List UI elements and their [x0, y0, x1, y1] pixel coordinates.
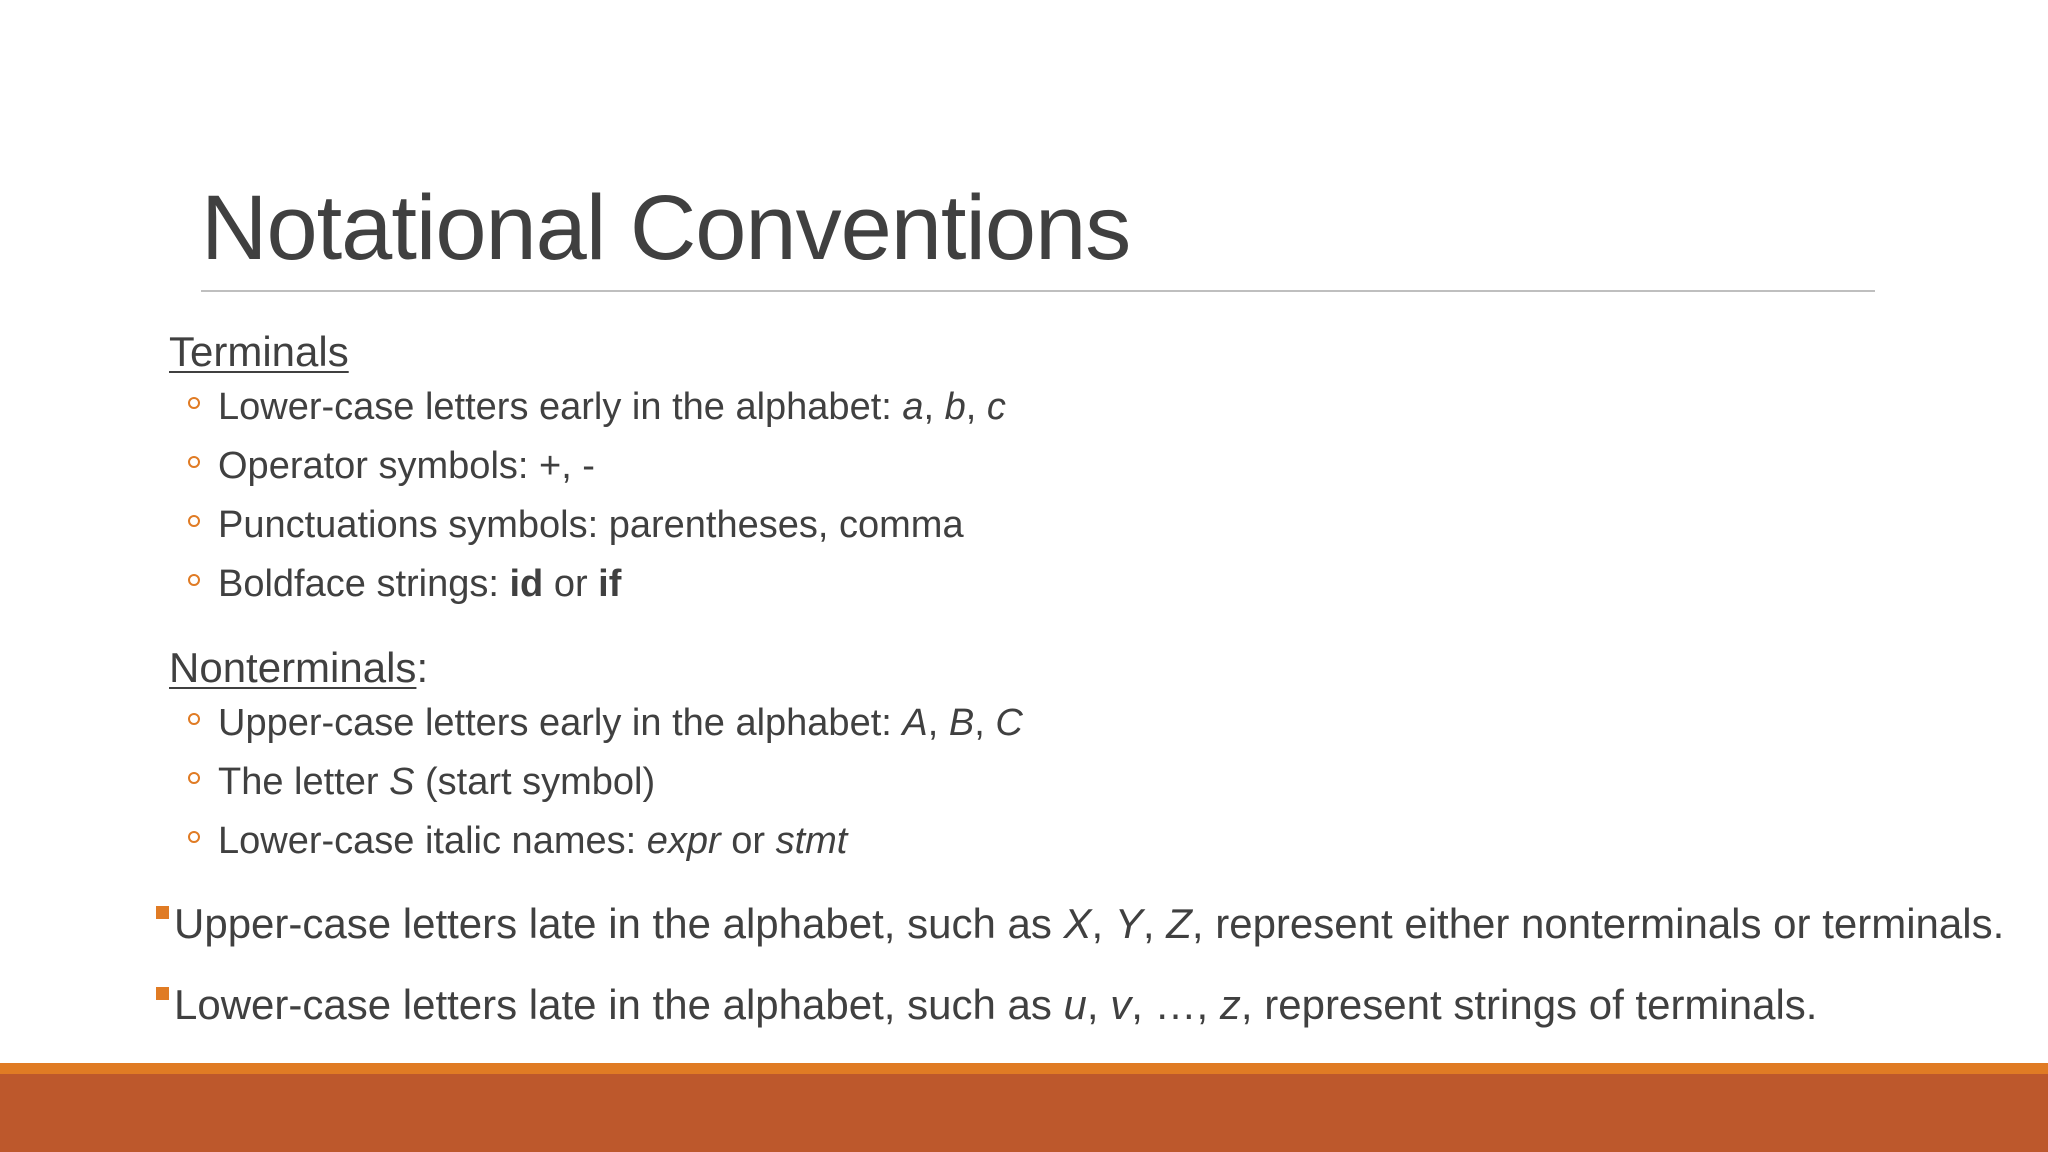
footer-band: [0, 1074, 2048, 1152]
slide-title: Notational Conventions: [201, 177, 1131, 279]
terminals-heading-text: Terminals: [169, 328, 349, 375]
footer-accent-stripe: [0, 1063, 2048, 1074]
circle-bullet-icon: [188, 713, 200, 725]
nonterminals-heading: Nonterminals:: [169, 644, 429, 691]
title-divider: [201, 290, 1875, 292]
bullet-text: Upper-case letters late in the alphabet, such as X, Y, Z, represent either nonterminals or terminals.: [174, 900, 2005, 947]
terminals-heading: [169, 326, 349, 378]
circle-bullet-icon: [188, 831, 200, 843]
nonterminals-heading-text: Nonterminals: [169, 644, 417, 691]
list-item-text: Lower-case letters early in the alphabet: a, b, c: [218, 386, 1006, 428]
list-item-text: The letter S (start symbol): [218, 761, 656, 803]
circle-bullet-icon: [188, 772, 200, 784]
bullet-text: Lower-case letters late in the alphabet, such as u, v, …, z, represent strings of terminals.: [174, 981, 1818, 1028]
list-item-text: Boldface strings: id or if: [218, 563, 622, 605]
circle-bullet-icon: [188, 515, 200, 527]
circle-bullet-icon: [188, 397, 200, 409]
circle-bullet-icon: [188, 456, 200, 468]
circle-bullet-icon: [188, 574, 200, 586]
list-item-text: Lower-case italic names: expr or stmt: [218, 820, 848, 862]
square-bullet-icon: [156, 987, 169, 1000]
square-bullet-icon: [156, 906, 169, 919]
list-item-text: Upper-case letters early in the alphabet: A, B, C: [218, 702, 1023, 744]
list-item-text: Operator symbols: +, -: [218, 445, 595, 487]
list-item-text: Punctuations symbols: parentheses, comma: [218, 504, 964, 546]
